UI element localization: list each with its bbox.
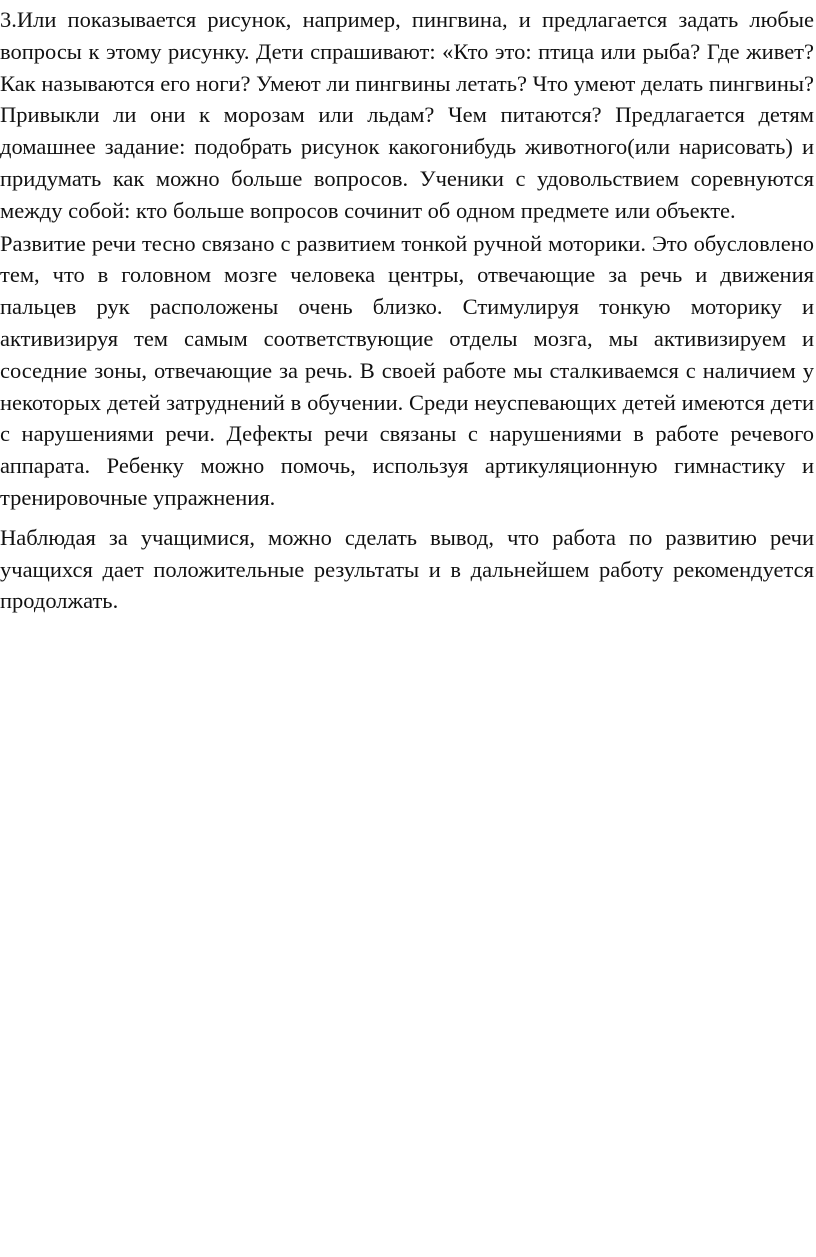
paragraph-penguin-questions: 3.Или показывается рисунок, например, пингвина, и предлагается задать любые вопросы к этому рисунку. Дети спрашивают: «Кто это: птица или рыба? Где живет? Как называются его ноги? Умеют ли пингвины летать? Что умеют делать пингвины? Привыкли ли они к морозам или льдам? Чем питаются? Предлагается детям домашнее задание: подобрать рисунок какогонибудь животного(или нарисовать) и придумать как можно больше вопросов. Ученики с удовольствием соревнуются между собой: кто больше вопросов сочинит об одном предмете или объекте.	[0, 7, 814, 223]
document-body	[0, 4, 814, 617]
paragraph-speech-motor-skills: Развитие речи тесно связано с развитием тонкой ручной моторики. Это обусловлено тем, что в головном мозге человека центры, отвечающие за речь и движения пальцев рук расположены очень близко. Стимулируя тонкую моторику и активизируя тем самым соответствующие отделы мозга, мы активизируем и соседние зоны, отвечающие за речь. В своей работе мы сталкиваемся с наличием у некоторых детей затруднений в обучении. Среди неуспевающих детей имеются дети с нарушениями речи. Дефекты речи связаны с нарушениями в работе речевого аппарата. Ребенку можно помочь, используя артикуляционную гимнастику и тренировочные упражнения.	[0, 230, 814, 510]
paragraph-conclusion: Наблюдая за учащимися, можно сделать вывод, что работа по развитию речи учащихся дает положительные результаты и в дальнейшем работу рекомендуется продолжать.	[0, 524, 814, 614]
